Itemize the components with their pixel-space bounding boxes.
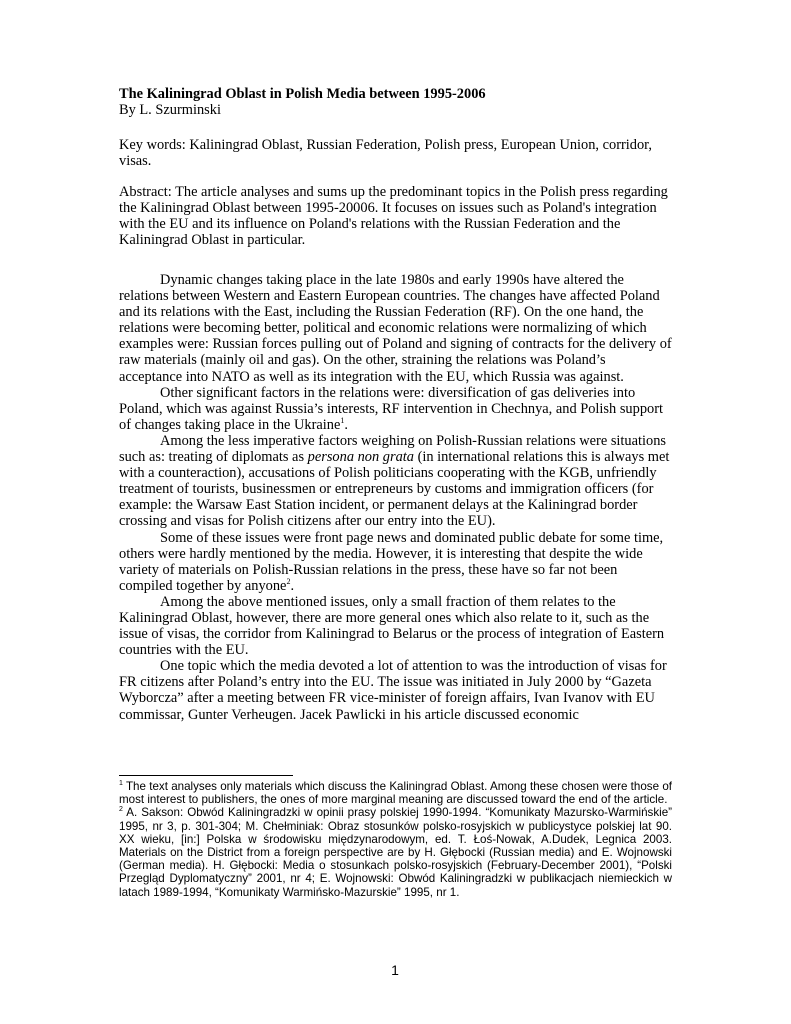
italic-term: persona non grata: [307, 449, 414, 466]
footnote-text: The text analyses only materials which discuss the Kaliningrad Oblast. Among these chosen were those of most interest to publishers, the ones of more marginal meaning are discussed toward the end of the article.: [119, 780, 672, 807]
article-title: The Kaliningrad Oblast in Polish Media between 1995-2006: [119, 86, 486, 102]
paragraph-text: (in international relations this is always met with a counteraction), accusations of Polish politicians cooperating with the KGB, unfriendly treatment of tourists, businessmen or entrepreneurs by customs and immigration officers (for example: the Warsaw East Station incident, or permanent delays at the Kaliningrad border crossing and visas for Polish citizens after our entry into the EU).: [119, 449, 670, 530]
page-number: 1: [391, 962, 399, 978]
paragraph-end: .: [344, 416, 348, 433]
paragraph: [119, 272, 672, 385]
paragraph: [119, 385, 672, 433]
footnote: [119, 806, 672, 898]
footnote-ref[interactable]: 2: [286, 576, 291, 586]
article-author: By L. Szurminski: [119, 102, 221, 119]
footnote-number: 2: [119, 806, 123, 814]
paragraph: [119, 433, 672, 530]
article-header: [119, 86, 672, 118]
paragraph-text: Other significant factors in the relations were: diversification of gas deliveries into Poland, which was against Russia’s interests, RF intervention in Chechnya, and Polish support of changes taking place in the Ukraine: [119, 384, 663, 433]
abstract: Abstract: The article analyses and sums up the predominant topics in the Polish press regarding the Kaliningrad Oblast between 1995-20006. It focuses on issues such as Poland's integration with the EU and its influence on Poland's relations with the Russian Federation and the Kaliningrad Oblast in particular.: [119, 184, 668, 249]
keywords: Key words: Kaliningrad Oblast, Russian Federation, Polish press, European Union, corridor, visas.: [119, 137, 652, 170]
footnote-divider: [119, 775, 293, 776]
paragraph: [119, 594, 672, 658]
footnote-text: A. Sakson: Obwód Kaliningradzki w opinii prasy polskiej 1990-1994. “Komunikaty Mazursko-Warmińskie” 1995, nr 3, p. 301-304; M. Chełminiak: Obraz stosunków polsko-rosyjskich w publicystyce polskiej lat 90. XX wieku, [in:] Polska w środowisku międzynarodowym, ed. T. Łoś-Nowak, A.Dudek, Legnica 2003. Materials on the District from a foreign perspective are by H. Głębocki (Russian media) and E. Wojnowski (German media). H. Głębocki: Media o stosunkach polsko-rosyjskich (February-December 2001), “Polski Przegląd Dyplomatyczny” 2001, nr 4; E. Wojnowski: Obwód Kaliningradzki w publikacjach niemieckich w latach 1989-1994, “Komunikaty Warmińsko-Mazurskie” 1995, nr 1.: [119, 806, 672, 899]
article-body: [119, 272, 672, 723]
paragraph-text: Among the less imperative factors weighing on Polish-Russian relations were situations such as: treating of diplomats as: [119, 432, 666, 466]
footnote-ref[interactable]: 1: [340, 416, 345, 426]
paragraph-end: .: [290, 577, 295, 594]
paragraph: [119, 658, 672, 722]
paragraph-text: Dynamic changes taking place in the late 1980s and early 1990s have altered the relations between Western and Eastern European countries. The changes have affected Poland and its relations with the East, including the Russian Federation (RF). On the one hand, the relations were becoming better, political and economic relations were normalizing of which examples were: Russian forces pulling out of Poland and signing of contracts for the delivery of raw materials (mainly oil and gas). On the other, straining the relations was Poland’s acceptance into NATO as well as its integration with the EU, which Russia was against.: [119, 272, 672, 385]
footnote: [119, 780, 672, 806]
paragraph-text: Among the above mentioned issues, only a small fraction of them relates to the Kaliningrad Oblast, however, there are more general ones which also relate to it, such as the issue of visas, the corridor from Kaliningrad to Belarus or the process of integration of Eastern countries with the EU.: [119, 593, 665, 659]
footnote-number: 1: [119, 780, 123, 788]
paragraph-text: One topic which the media devoted a lot of attention to was the introduction of visas for FR citizens after Poland’s entry into the EU. The issue was initiated in July 2000 by “Gazeta Wyborcza” after a meeting between FR vice-minister of foreign affairs, Ivan Ivanov with EU commissar, Gunter Verheugen. Jacek Pawlicki in his article discussed economic: [119, 658, 667, 723]
paragraph: [119, 530, 672, 594]
paragraph-text: Some of these issues were front page news and dominated public debate for some time, others were hardly mentioned by the media. However, it is interesting that despite the wide variety of materials on Polish-Russian relations in the press, these have so far not been compiled together by anyone: [119, 529, 664, 594]
footnotes: [119, 780, 672, 899]
